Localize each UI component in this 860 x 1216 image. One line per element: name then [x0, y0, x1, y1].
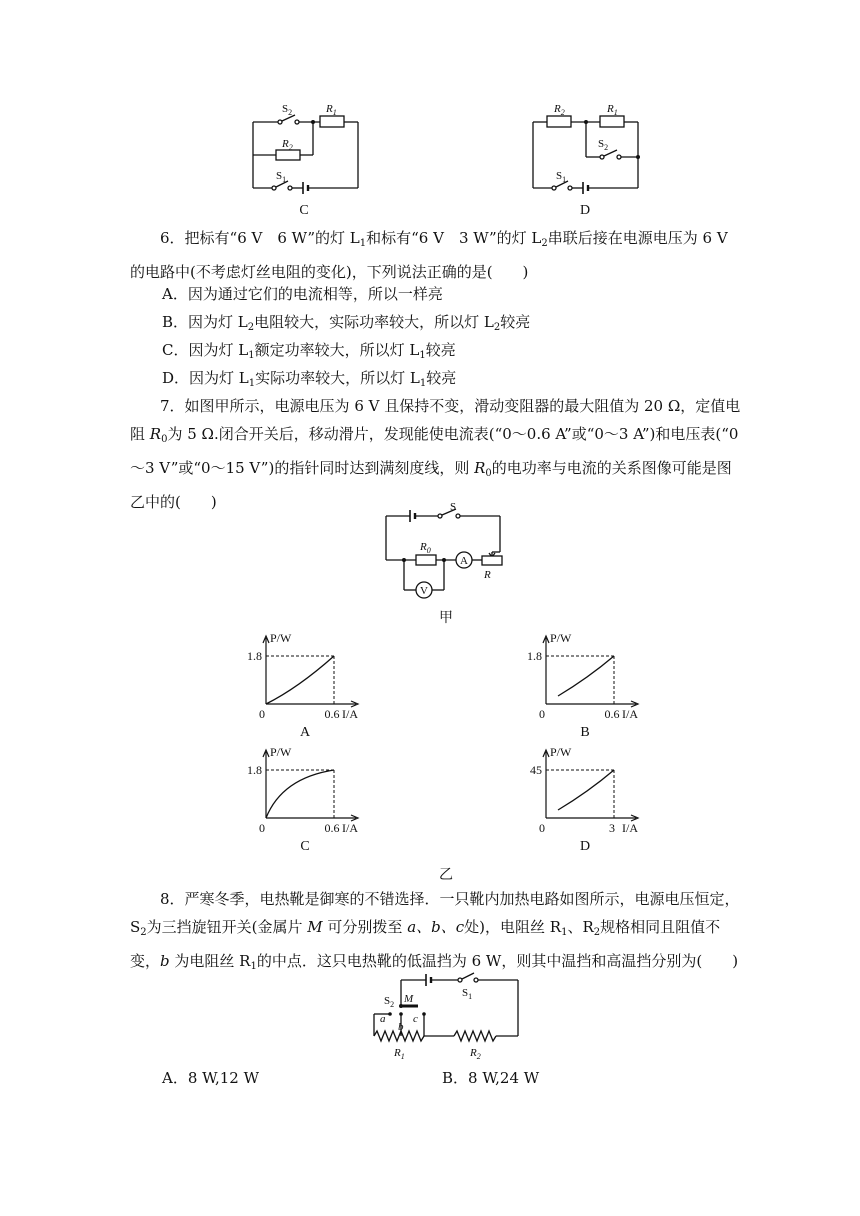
svg-text:S2: $S_2$	[384, 995, 395, 1009]
question-7-stem: 7．如图甲所示，电源电压为 6 V 且保持不变，滑动变阻器的最大阻值为 20 Ω，定值电阻 $R_0$为 5 Ω.闭合开关后，移动滑片，发现能使电流表(“0～0.6 A”或“0～3 A”)和电压表(“0～3 V”或“0～15 V”)的指针同时达到满刻度线，则 $R_0$的电功率与电流的关系图像可能是图乙中的( )	[130, 397, 741, 511]
s2-label: S	[384, 995, 391, 1007]
r1-label: R	[607, 103, 614, 115]
svg-text:R2: $R_2$	[554, 103, 565, 117]
x-axis-label: I/A	[342, 707, 358, 721]
x-tick-label: 3	[609, 821, 615, 835]
y-tick-label: 1.8	[527, 649, 542, 663]
caption-graph-c: C	[300, 839, 310, 854]
x-axis-label: I/A	[622, 707, 638, 721]
rheostat-label: R	[484, 569, 491, 581]
caption-graph-a: A	[299, 725, 311, 740]
contact-a-label: a	[380, 1013, 386, 1025]
graph-b	[518, 628, 648, 728]
r2-label: R	[282, 138, 289, 150]
r1-label: R	[394, 1047, 401, 1059]
question-8-option-b: B．8 W,24 W	[442, 1069, 540, 1087]
svg-text:S2: $S_2$	[598, 138, 609, 152]
question-6-stem: 6．把标有“6 V 6 W”的灯 $L_1$和标有“6 V 3 W”的灯 $L_2$串联后接在电源电压为 6 V 的电路中(不考虑灯丝电阻的变化)，下列说法正确的是( )	[130, 229, 728, 281]
x-tick-label: 0.6	[604, 707, 620, 721]
svg-text:R0: $R_0$	[420, 541, 431, 555]
power-curve	[558, 656, 614, 696]
graph-d	[518, 742, 648, 842]
question-6-option-b: B．因为灯 $L_2$电阻较大，实际功率较大，所以灯 $L_2$较亮	[162, 313, 531, 333]
y-tick-label: 1.8	[247, 763, 262, 777]
r2-label: R	[470, 1047, 477, 1059]
circuit-diagram-d	[520, 96, 650, 196]
circuit-diagram-c	[240, 96, 370, 196]
origin-label: 0	[539, 821, 545, 835]
y-tick-label: 1.8	[247, 649, 262, 663]
voltmeter-label: V	[420, 585, 428, 597]
question-6-option-d: D．因为灯 $L_1$实际功率较大，所以灯 $L_1$较亮	[162, 369, 457, 389]
power-curve	[266, 770, 334, 818]
m-label: M	[404, 993, 414, 1005]
s2-label: S	[282, 103, 289, 115]
svg-text:R1: $R_1$	[326, 103, 337, 117]
s1-label: S	[276, 170, 283, 182]
contact-b-label: b	[398, 1021, 404, 1033]
caption-graph-d: D	[579, 839, 591, 854]
x-tick-label: 0.6	[324, 821, 340, 835]
caption-graph-b: B	[580, 725, 590, 740]
y-axis-label: P/W	[550, 631, 572, 645]
caption-circuit-d: D	[579, 203, 591, 218]
contact-c-label: c	[413, 1013, 418, 1025]
question-8-option-a: A．8 W,12 W	[162, 1069, 259, 1087]
y-axis-label: P/W	[270, 631, 292, 645]
question-6-option-c: C．因为灯 $L_1$额定功率较大，所以灯 $L_1$较亮	[162, 341, 456, 361]
caption-jia: 甲	[439, 611, 453, 626]
question-8-stem: 8．严寒冬季，电热靴是御寒的不错选择．一只靴内加热电路如图所示，电源电压恒定，$S_2$为三挡旋钮开关(金属片 M 可分别拨至 a、b、c处)，电阻丝 $R_1$、$R_2$规格相同且阻值不变，b 为电阻丝 $R_1$的中点．这只电热靴的低温挡为 6 W，则其中温挡和高温挡分别为( )	[130, 890, 740, 972]
svg-text:S2: $S_2$	[282, 103, 293, 117]
power-curve	[266, 656, 334, 704]
x-tick-label: 0.6	[324, 707, 340, 721]
origin-label: 0	[539, 707, 545, 721]
svg-text:R2: $R_2$	[282, 138, 293, 152]
y-axis-label: P/W	[550, 745, 572, 759]
ammeter-label: A	[460, 555, 468, 567]
svg-text:R1: $R_1$	[394, 1047, 405, 1061]
svg-text:R1: $R_1$	[607, 103, 618, 117]
s1-label: S	[556, 170, 563, 182]
svg-text:S1: $S_1$	[276, 170, 287, 184]
s2-label: S	[598, 138, 605, 150]
y-axis-label: P/W	[270, 745, 292, 759]
graph-c	[238, 742, 368, 842]
r2-label: R	[554, 103, 561, 115]
svg-text:S1: $S_1$	[462, 987, 473, 1001]
circuit-diagram-jia	[380, 502, 510, 606]
y-tick-label: 45	[530, 763, 542, 777]
svg-text:S1: $S_1$	[556, 170, 567, 184]
r0-label: R	[420, 541, 427, 553]
r1-label: R	[326, 103, 333, 115]
s1-label: S	[462, 987, 469, 999]
graph-a	[238, 628, 368, 728]
power-curve	[558, 770, 614, 810]
svg-text:R2: $R_2$	[470, 1047, 481, 1061]
switch-s-label: S	[450, 501, 457, 513]
caption-yi: 乙	[439, 868, 453, 883]
x-axis-label: I/A	[622, 821, 638, 835]
x-axis-label: I/A	[342, 821, 358, 835]
question-6-option-a: A．因为通过它们的电流相等，所以一样亮	[162, 285, 443, 303]
origin-label: 0	[259, 707, 265, 721]
origin-label: 0	[259, 821, 265, 835]
caption-circuit-c: C	[299, 203, 309, 218]
heating-circuit-diagram	[366, 970, 526, 1066]
